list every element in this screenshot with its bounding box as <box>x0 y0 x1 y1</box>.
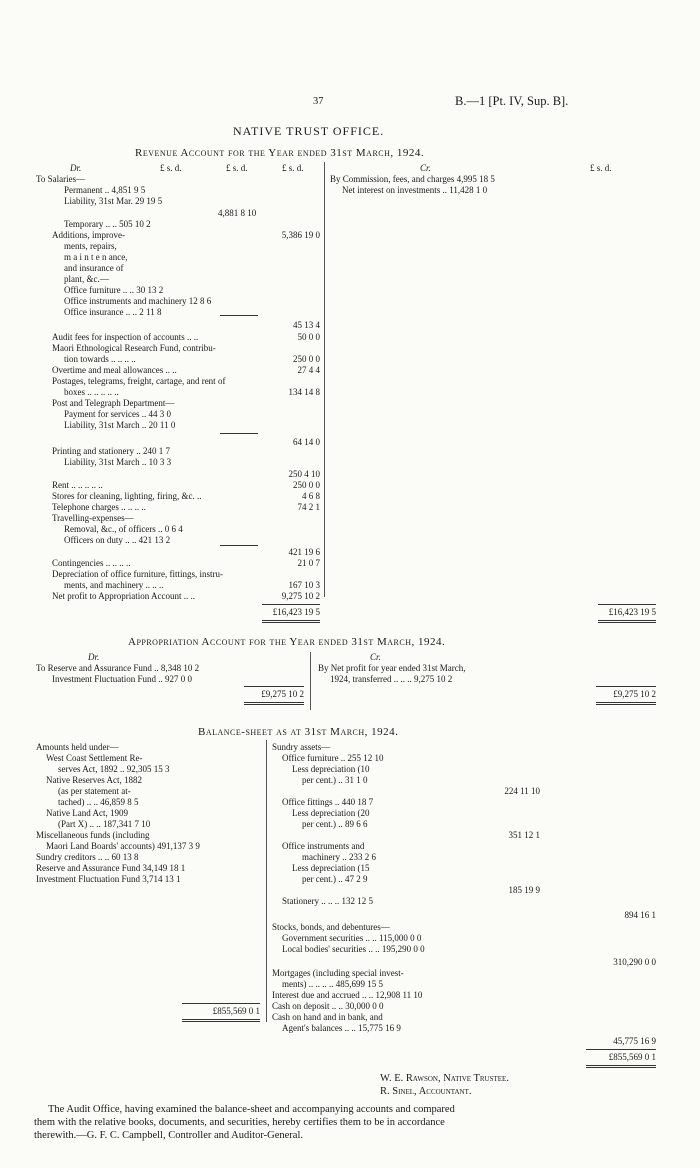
signature-accountant: R. Sinel, Accountant. <box>380 1086 472 1097</box>
balance-line: Native Land Act, 1909 <box>46 808 128 818</box>
revenue-dr: Dr. <box>70 163 82 173</box>
audit-text-line: them with the relative books, documents, and securities, hereby certifies them to be in accordance <box>34 1117 445 1128</box>
revenue-total: 250 4 10 <box>288 469 320 479</box>
balance-line: Less depreciation (20 <box>292 808 370 818</box>
revenue-total: 21 0 7 <box>297 558 320 568</box>
balance-divider <box>266 740 267 1022</box>
appropriation-title: Appropriation Account for the Year ended 31st March, 1924. <box>128 636 446 648</box>
revenue-total: 167 10 3 <box>288 580 320 590</box>
revenue-total: 45 13 4 <box>293 320 320 330</box>
revenue-line: Liability, 31st Mar. 29 19 5 <box>64 196 163 206</box>
balance-line: Cash on deposit .. .. 30,000 0 0 <box>272 1001 384 1011</box>
revenue-line: Officers on duty .. .. 421 13 2 <box>64 535 171 545</box>
revenue-line: Removal, &c., of officers .. 0 6 4 <box>64 524 183 534</box>
appropriation-right-total: £9,275 10 2 <box>613 689 656 699</box>
revenue-line: Rent .. .. .. .. .. <box>52 480 103 490</box>
balance-line: (as per statement at- <box>58 786 131 796</box>
total-rule <box>182 1003 260 1004</box>
double-rule <box>244 702 304 705</box>
revenue-line: Depreciation of office furniture, fittings, instru- <box>52 569 224 579</box>
balance-line: 185 19 9 <box>508 885 540 895</box>
appropriation-dr: Dr. <box>88 652 100 662</box>
revenue-line: Liability, 31st March .. 10 3 3 <box>64 457 172 467</box>
double-rule <box>262 620 320 623</box>
revenue-line: 4,881 8 10 <box>218 208 257 218</box>
revenue-line: Stores for cleaning, lighting, firing, &c. .. <box>52 491 202 501</box>
total-rule <box>586 1049 656 1050</box>
revenue-total: 5,386 19 0 <box>281 230 320 240</box>
double-rule <box>182 1019 260 1022</box>
audit-text-line: The Audit Office, having examined the balance-sheet and accompanying accounts and compared <box>48 1104 455 1115</box>
balance-line: 310,290 0 0 <box>613 957 656 967</box>
revenue-right-grand-total: £16,423 19 5 <box>608 607 656 617</box>
balance-line: Amounts held under— <box>36 742 119 752</box>
balance-left-total: £855,569 0 1 <box>212 1006 260 1016</box>
balance-right-total: £855,569 0 1 <box>608 1052 656 1062</box>
revenue-line: tion towards .. .. .. .. <box>64 354 136 364</box>
appropriation-divider <box>310 652 311 710</box>
revenue-line: Payment for services .. 44 3 0 <box>64 409 171 419</box>
balance-line: ments) .. .. .. .. 485,699 15 5 <box>282 979 383 989</box>
revenue-line: ments, repairs, <box>64 241 117 251</box>
revenue-line: Overtime and meal allowances .. .. <box>52 365 177 375</box>
balance-line: Interest due and accrued .. .. 12,908 11 10 <box>272 990 423 1000</box>
revenue-cr: Cr. <box>420 163 431 173</box>
balance-line: 351 12 1 <box>508 830 540 840</box>
revenue-money-head-1: £ s. d. <box>160 163 182 173</box>
balance-line: Less depreciation (15 <box>292 863 370 873</box>
revenue-money-head-2: £ s. d. <box>226 163 248 173</box>
revenue-total: 27 4 4 <box>297 365 320 375</box>
total-rule <box>244 686 304 687</box>
total-rule <box>262 604 320 605</box>
balance-line: Miscellaneous funds (including <box>36 830 150 840</box>
page-number: 37 <box>313 96 324 107</box>
balance-line: (Part X) .. .. 187,341 7 10 <box>58 819 151 829</box>
revenue-line: Travelling-expenses— <box>52 513 134 523</box>
appropriation-left-total: £9,275 10 2 <box>261 689 304 699</box>
balance-title: Balance-sheet as at 31st March, 1924. <box>198 726 399 738</box>
balance-line: Less depreciation (10 <box>292 764 370 774</box>
revenue-line: Temporary .. .. 505 10 2 <box>64 219 151 229</box>
revenue-right-line: Net interest on investments .. 11,428 1 0 <box>342 185 488 195</box>
document-reference: B.—1 [Pt. IV, Sup. B]. <box>455 94 569 108</box>
appropriation-left-line: Investment Fluctuation Fund .. 927 0 0 <box>52 674 192 684</box>
appropriation-left-line: To Reserve and Assurance Fund .. 8,348 10 2 <box>36 663 200 673</box>
revenue-title: Revenue Account for the Year ended 31st March, 1924. <box>135 147 425 159</box>
revenue-money-head-3: £ s. d. <box>282 163 304 173</box>
revenue-line: Office insurance .. .. 2 11 8 <box>64 307 162 317</box>
revenue-total: 64 14 0 <box>293 437 320 447</box>
revenue-line: Maori Ethnological Research Fund, contribu- <box>52 343 216 353</box>
total-rule <box>598 604 656 605</box>
revenue-line: Net profit to Appropriation Account .. .. <box>52 591 195 601</box>
revenue-total: 4 6 8 <box>302 491 320 501</box>
revenue-line: plant, &c.— <box>64 274 109 284</box>
revenue-line: Liability, 31st March .. 20 11 0 <box>64 420 176 430</box>
double-rule <box>596 702 656 705</box>
revenue-line: Printing and stationery .. 240 1 7 <box>52 446 170 456</box>
double-rule <box>586 1065 656 1068</box>
balance-line: per cent.) .. 47 2 9 <box>302 874 368 884</box>
balance-line: West Coast Settlement Re- <box>46 753 143 763</box>
balance-line: Office fittings .. 440 18 7 <box>282 797 374 807</box>
revenue-money-head-right: £ s. d. <box>590 163 612 173</box>
revenue-line: Office furniture .. .. 30 13 2 <box>64 285 164 295</box>
balance-line: per cent.) .. 89 6 6 <box>302 819 368 829</box>
revenue-line: Contingencies .. .. .. .. <box>52 558 131 568</box>
double-rule <box>598 620 656 623</box>
subtotal-rule <box>220 433 258 434</box>
balance-line: 45,775 16 9 <box>613 1036 656 1046</box>
balance-line: Investment Fluctuation Fund 3,714 13 1 <box>36 874 181 884</box>
revenue-total: 74 2 1 <box>297 502 320 512</box>
audit-text-line: therewith.—G. F. C. Campbell, Controller and Auditor-General. <box>34 1130 303 1141</box>
revenue-total: 9,275 10 2 <box>281 591 320 601</box>
balance-line: tached) .. .. 46,859 8 5 <box>58 797 139 807</box>
signature-trustee: W. E. Rawson, Native Trustee. <box>380 1073 509 1084</box>
revenue-line: Post and Telegraph Department— <box>52 398 175 408</box>
balance-line: Stationery .. .. .. 132 12 5 <box>282 896 373 906</box>
revenue-line: Permanent .. 4,851 9 5 <box>64 185 146 195</box>
revenue-line: Audit fees for inspection of accounts .. .. <box>52 332 199 342</box>
balance-line: Government securities .. .. 115,000 0 0 <box>282 933 422 943</box>
balance-line: Office furniture .. 255 12 10 <box>282 753 384 763</box>
revenue-total: 421 19 6 <box>288 547 320 557</box>
revenue-line: Office instruments and machinery 12 8 6 <box>64 296 212 306</box>
balance-line: Office instruments and <box>282 841 365 851</box>
balance-line: Maori Land Boards' accounts) 491,137 3 9 <box>46 841 200 851</box>
appropriation-right-line: 1924, transferred .. .. .. 9,275 10 2 <box>330 674 453 684</box>
revenue-total: 250 0 0 <box>293 480 320 490</box>
revenue-total: 250 0 0 <box>293 354 320 364</box>
balance-line: Sundry creditors .. .. 60 13 8 <box>36 852 139 862</box>
appropriation-cr: Cr. <box>370 652 381 662</box>
appropriation-right-line: By Net profit for year ended 31st March, <box>318 663 466 673</box>
balance-line: machinery .. 233 2 6 <box>302 852 376 862</box>
balance-line: 224 11 10 <box>504 786 540 796</box>
balance-line: Reserve and Assurance Fund 34,149 18 1 <box>36 863 186 873</box>
revenue-line: and insurance of <box>64 263 124 273</box>
revenue-line: boxes .. .. .. .. .. <box>64 387 119 397</box>
revenue-line: To Salaries— <box>36 174 86 184</box>
balance-line: Native Reserves Act, 1882 <box>46 775 142 785</box>
balance-line: Local bodies' securities .. .. 195,290 0 0 <box>282 944 425 954</box>
revenue-line: ments, and machinery .. .. .. <box>64 580 164 590</box>
revenue-left-grand-total: £16,423 19 5 <box>272 607 320 617</box>
balance-line: Stocks, bonds, and debentures— <box>272 922 390 932</box>
revenue-total: 50 0 0 <box>297 332 320 342</box>
total-rule <box>596 686 656 687</box>
revenue-line: Additions, improve- <box>52 230 125 240</box>
balance-line: per cent.) .. 31 1 0 <box>302 775 368 785</box>
balance-line: Mortgages (including special invest- <box>272 968 404 978</box>
office-title: NATIVE TRUST OFFICE. <box>233 124 385 138</box>
revenue-right-line: By Commission, fees, and charges 4,995 18 5 <box>330 174 495 184</box>
revenue-line: Postages, telegrams, freight, cartage, and rent of <box>52 376 226 386</box>
balance-line: Sundry assets— <box>272 742 331 752</box>
balance-line: Agent's balances .. .. 15,775 16 9 <box>282 1023 401 1033</box>
revenue-line: Telephone charges .. .. .. .. <box>52 502 146 512</box>
subtotal-rule <box>220 545 258 546</box>
balance-line: Cash on hand and in bank, and <box>272 1012 383 1022</box>
revenue-total: 134 14 8 <box>288 387 320 397</box>
revenue-line: m a i n t e n ance, <box>64 252 128 262</box>
revenue-divider <box>324 162 325 597</box>
balance-line: 894 16 1 <box>624 910 656 920</box>
balance-line: serves Act, 1892 .. 92,305 15 3 <box>58 764 170 774</box>
subtotal-rule <box>220 315 258 316</box>
